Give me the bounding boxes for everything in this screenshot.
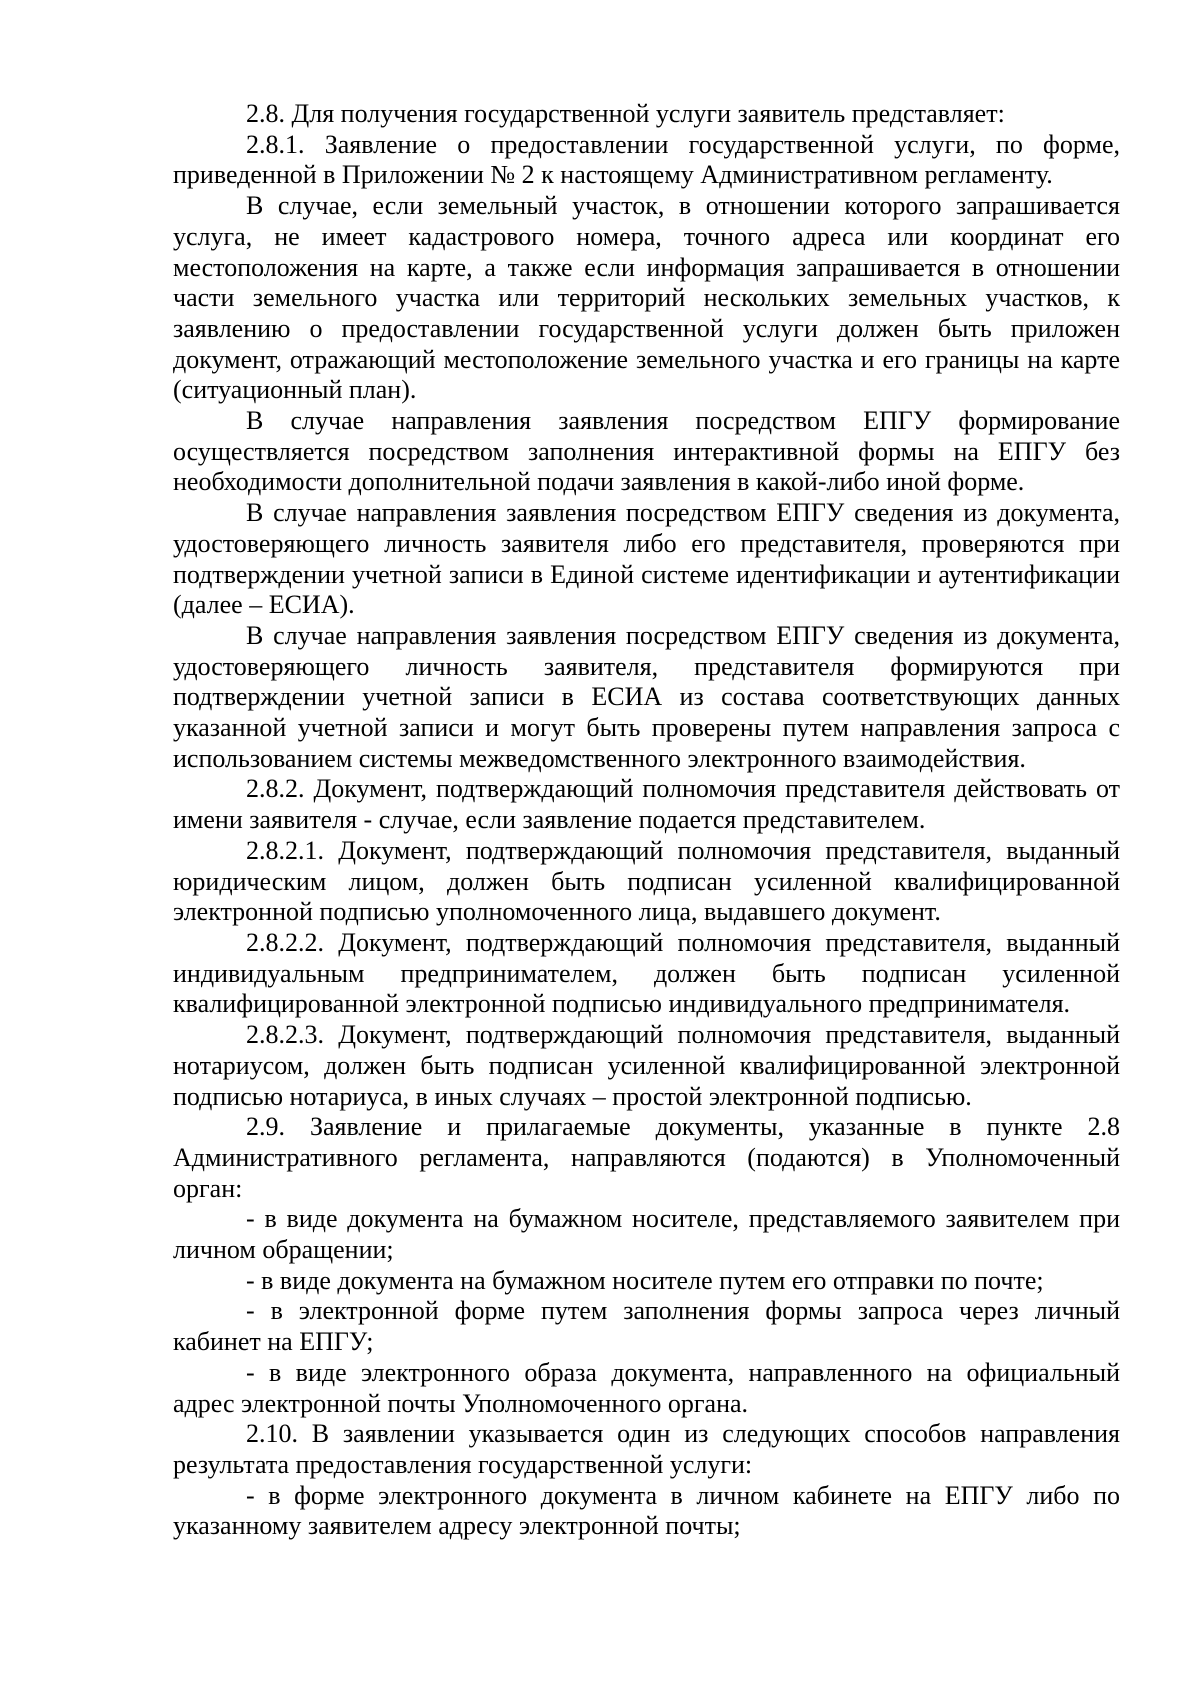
- paragraph-2-8-1: 2.8.1. Заявление о предоставлении государственной услуги, по форме, приведенной в Приложении № 2 к настоящему Административном регламенту.: [173, 129, 1120, 190]
- paragraph-2-9: 2.9. Заявление и прилагаемые документы, указанные в пункте 2.8 Административного регламента, направляются (подаются) в Уполномоченный орган:: [173, 1112, 1120, 1203]
- paragraph-2-8-2-1: 2.8.2.1. Документ, подтверждающий полномочия представителя, выданный юридическим лицом, должен быть подписан усиленной квалифицированной электронной подписью уполномоченного лица, выдавшего документ.: [173, 835, 1120, 927]
- paragraph-2-8-2: 2.8.2. Документ, подтверждающий полномочия представителя действовать от имени заявителя - случае, если заявление подается представителем.: [173, 774, 1120, 835]
- paragraph-2-8: 2.8. Для получения государственной услуги заявитель представляет:: [246, 99, 1005, 128]
- paragraph-esia-data: В случае направления заявления посредством ЕПГУ сведения из документа, удостоверяющего личность заявителя, представителя формируются при подтверждении учетной записи в ЕСИА из состава соответствующих данных указанной учетной записи и могут быть проверены путем направления запроса с использованием системы межведомственного электронного взаимодействия.: [173, 620, 1120, 773]
- paragraph-2-8-2-3: 2.8.2.3. Документ, подтверждающий полномочия представителя, выданный нотариусом, должен быть подписан усиленной квалифицированной электронной подписью нотариуса, в иных случаях – простой электронной подписью.: [173, 1020, 1120, 1111]
- list-item-electronic-epgu: - в электронной форме путем заполнения формы запроса через личный кабинет на ЕПГУ;: [173, 1296, 1120, 1357]
- list-item-paper-mail: - в виде документа на бумажном носителе путем его отправки по почте;: [246, 1265, 1044, 1295]
- list-item-electronic-email: - в виде электронного образа документа, направленного на официальный адрес электронной почты Уполномоченного органа.: [173, 1357, 1120, 1418]
- paragraph-2-10: 2.10. В заявлении указывается один из следующих способов направления результата предоставления государственной услуги:: [173, 1419, 1120, 1479]
- paragraph-epgu-form: В случае направления заявления посредством ЕПГУ формирование осуществляется посредством заполнения интерактивной формы на ЕПГУ без необходимости дополнительной подачи заявления в какой-либо иной форме.: [173, 406, 1120, 497]
- paragraph-esia-verification: В случае направления заявления посредством ЕПГУ сведения из документа, удостоверяющего личность заявителя либо его представителя, проверяются при подтверждении учетной записи в Единой системе идентификации и аутентификации (далее – ЕСИА).: [173, 498, 1120, 620]
- list-item-result-electronic: - в форме электронного документа в личном кабинете на ЕПГУ либо по указанному заявителем адресу электронной почты;: [173, 1480, 1120, 1541]
- paragraph-land-plot: В случае, если земельный участок, в отношении которого запрашивается услуга, не имеет кадастрового номера, точного адреса или координат его местоположения на карте, а также если информация запрашивается в отношении части земельного участка или территорий нескольких земельных участков, к заявлению о предоставлении государственной услуги должен быть приложен документ, отражающий местоположение земельного участка и его границы на карте (ситуационный план).: [173, 191, 1120, 405]
- paragraph-2-8-2-2: 2.8.2.2. Документ, подтверждающий полномочия представителя, выданный индивидуальным предпринимателем, должен быть подписан усиленной квалифицированной электронной подписью индивидуального предпринимателя.: [173, 927, 1120, 1019]
- document-page: [173, 99, 1120, 1542]
- list-item-paper-personal: - в виде документа на бумажном носителе, представляемого заявителем при личном обращении;: [173, 1204, 1120, 1265]
